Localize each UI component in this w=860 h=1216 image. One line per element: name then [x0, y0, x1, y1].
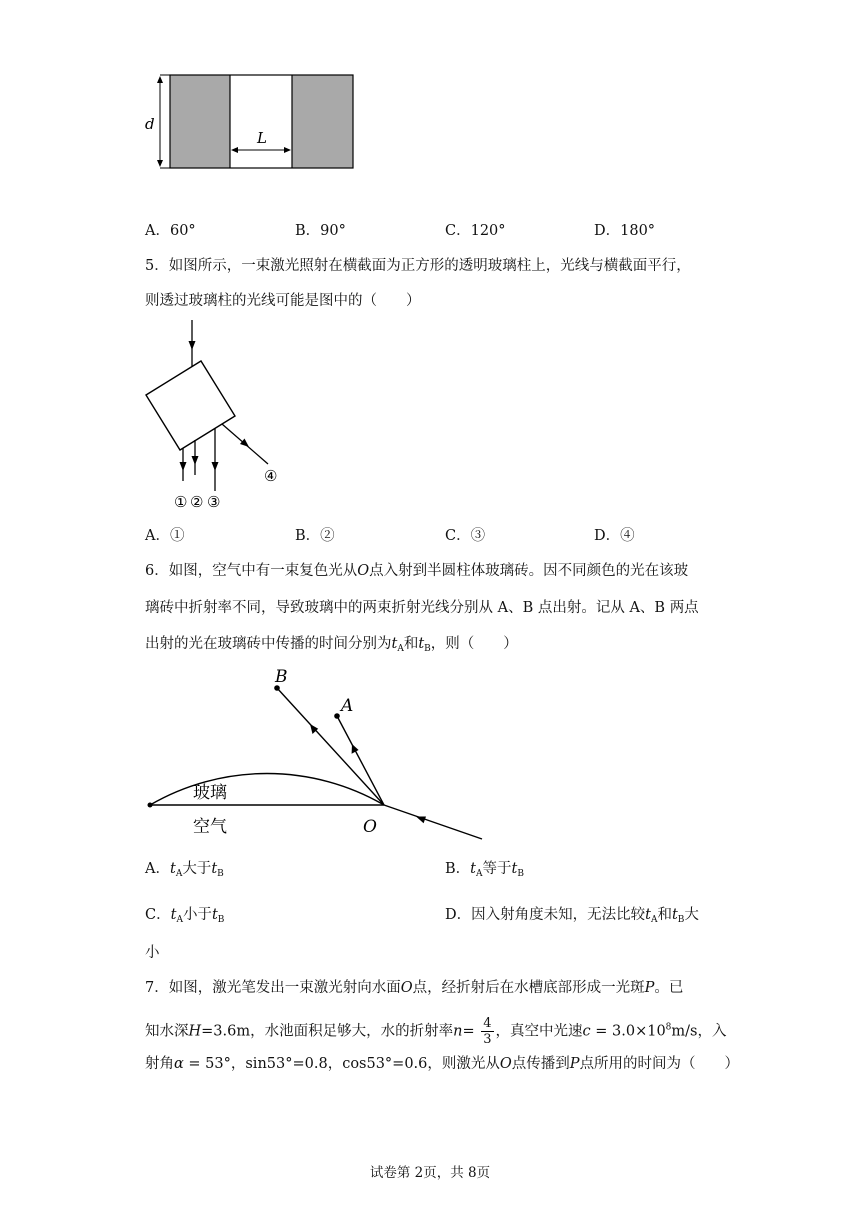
q4-option-c: C．120°	[445, 223, 506, 239]
q6-option-a: A．$t_A$大于$t_B$	[145, 861, 224, 879]
label-L: L	[257, 129, 267, 147]
slab-right-shaded	[292, 75, 353, 168]
label-ray-1: ①	[174, 493, 188, 511]
fraction-4-3: $\frac{4}{3}$	[483, 1016, 492, 1047]
semicircle-glass-figure	[140, 660, 500, 845]
slab-left-shaded	[170, 75, 230, 168]
q7-stem-line3: 射角α = 53°，sin53°=0.8，cos53°=0.6，则激光从O点传播到P点所用的时间为（ ）	[145, 1056, 740, 1072]
q5-option-a: A．①	[145, 528, 185, 544]
q7-stem-line1: 7．如图，激光笔发出一束激光射向水面O点，经折射后在水槽底部形成一光斑P。已	[145, 980, 684, 996]
page-footer: 试卷第 2页，共 8页	[369, 1165, 491, 1181]
slab-figure	[140, 70, 360, 175]
q6-stem-line1: 6．如图，空气中有一束复色光从O点入射到半圆柱体玻璃砖。因不同颜色的光在该玻	[145, 563, 689, 579]
label-O: O	[363, 817, 377, 837]
glass-square	[146, 361, 235, 450]
q5-option-b: B．②	[295, 528, 335, 544]
q6-option-d: D．因入射角度未知，无法比较$t_A$和$t_B$大	[445, 907, 699, 925]
q5-stem-line2: 则透过玻璃柱的光线可能是图中的（ ）	[145, 293, 421, 309]
label-B: B	[275, 667, 288, 687]
square-prism-figure	[140, 318, 310, 513]
q6-stem-line2: 璃砖中折射率不同，导致玻璃中的两束折射光线分别从 A、B 点出射。记从 A、B 两点	[145, 600, 699, 616]
label-A: A	[341, 696, 354, 716]
q5-stem-line1: 5．如图所示，一束激光照射在横截面为正方形的透明玻璃柱上，光线与横截面平行，	[145, 258, 691, 274]
semicircle-arc	[150, 773, 384, 805]
q5-option-c: C．③	[445, 528, 486, 544]
point-A	[334, 713, 340, 719]
q4-option-b: B．90°	[295, 223, 346, 239]
q7-stem-line2: 知水深H=3.6m，水池面积足够大，水的折射率n= $\frac{4}{3}$ ，真空中光速$c = 3.0\times 10^8m/s$，入	[145, 1016, 727, 1047]
incident-ray-air	[384, 805, 482, 839]
q6-option-b: B．$t_A$等于$t_B$	[445, 861, 524, 879]
label-d: d	[145, 115, 155, 133]
label-ray-2: ②	[190, 493, 204, 511]
q6-option-c: C．$t_A$小于$t_B$	[145, 907, 225, 925]
q6-option-d-wrap: 小	[145, 945, 160, 961]
ray-OB	[277, 688, 384, 805]
label-ray-4: ④	[264, 467, 278, 485]
q4-option-a: A．60°	[145, 223, 196, 239]
q6-stem-line3: 出射的光在玻璃砖中传播的时间分别为$t_A$和$t_B$，则（ ）	[145, 636, 518, 654]
q5-option-d: D．④	[594, 528, 635, 544]
label-air: 空气	[193, 817, 227, 837]
q4-option-d: D．180°	[594, 223, 656, 239]
label-ray-3: ③	[207, 493, 221, 511]
label-glass: 玻璃	[193, 783, 227, 803]
